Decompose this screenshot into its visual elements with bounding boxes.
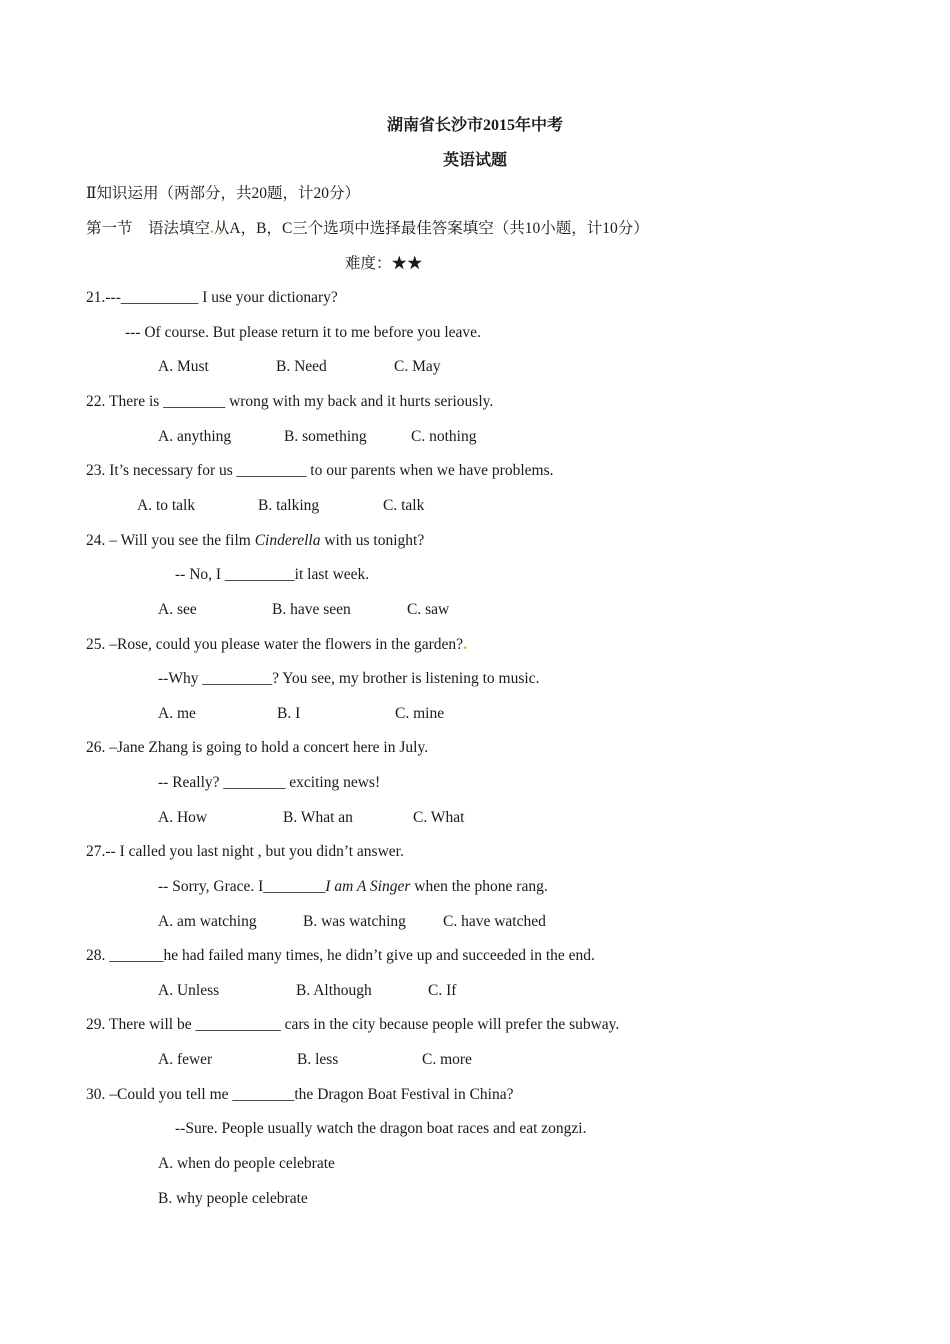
stem-text: 24. – Will you see the film [86,532,255,549]
option-c[interactable]: C. nothing [411,428,477,445]
stem-text: 25. –Rose, could you please water the flowers in the garden? [86,636,464,653]
option-b[interactable]: B. I [277,705,301,722]
question-30-reply: --Sure. People usually watch the dragon boat races and eat zongzi. [175,1120,587,1137]
option-c[interactable]: C. talk [383,497,425,514]
option-b[interactable]: B. less [297,1051,339,1068]
section-title: 语法填空 [148,220,211,237]
option-b[interactable]: B. Need [276,358,327,375]
question-23-stem: 23. It’s necessary for us _________ to our parents when we have problems. [86,462,554,479]
option-c[interactable]: C. more [422,1051,472,1068]
reply-text: -- Sorry, Grace. I________ [158,878,326,895]
option-c[interactable]: C. What [413,809,465,826]
section-heading [86,219,649,239]
page-subtitle: 英语试题 [442,152,507,169]
option-a[interactable]: A. anything [158,428,232,445]
part-heading: Ⅱ知识运用（两部分，共20题，计20分） [86,185,361,202]
option-a[interactable]: A. Must [158,358,209,375]
question-27-stem: 27.-- I called you last night , but you didn’t answer. [86,843,404,860]
show-title: I am A Singer [325,878,411,895]
option-b[interactable]: B. have seen [272,601,351,618]
option-a[interactable]: A. am watching [158,913,257,930]
question-29-stem: 29. There will be ___________ cars in the city because people will prefer the subway. [86,1016,620,1033]
question-30-stem: 30. –Could you tell me ________the Dragon Boat Festival in China? [86,1086,514,1103]
film-title: Cinderella [254,532,321,549]
question-27-reply [158,877,548,897]
option-a[interactable]: A. fewer [158,1051,213,1068]
option-c[interactable]: C. have watched [443,913,546,930]
option-b[interactable]: B. talking [258,497,320,514]
option-a[interactable]: A. me [158,705,196,722]
question-21-stem: 21.---__________ I use your dictionary? [86,289,338,306]
question-25-stem [86,635,467,655]
page-title: 湖南省长沙市2015年中考 [386,117,563,134]
option-b[interactable]: B. was watching [303,913,406,930]
question-28-stem: 28. _______he had failed many times, he didn’t give up and succeeded in the end. [86,947,595,964]
reply-text: when the phone rang. [410,878,548,895]
option-c[interactable]: C. If [428,982,457,999]
option-c[interactable]: C. saw [407,601,450,618]
option-a[interactable]: A. Unless [158,982,220,999]
question-24-reply: -- No, I _________it last week. [175,566,370,583]
option-c[interactable]: C. mine [395,705,445,722]
question-24-stem [86,531,424,551]
section-label: 第一节 [86,220,133,237]
option-b[interactable]: B. Although [296,982,372,999]
option-a[interactable]: A. How [158,809,208,826]
option-a[interactable]: A. see [158,601,197,618]
question-21-reply: --- Of course. But please return it to me before you leave. [125,324,481,341]
option-b[interactable]: B. What an [283,809,353,826]
section-instructions: 从A，B，C三个选项中选择最佳答案填空（共10小题，计10分） [213,220,649,237]
question-26-stem: 26. –Jane Zhang is going to hold a concert here in July. [86,739,429,756]
question-26-reply: -- Really? ________ exciting news! [158,774,381,791]
option-a[interactable]: A. when do people celebrate [158,1155,335,1172]
mark-dot: . [463,636,467,653]
difficulty-rating: 难度：★★ [345,255,423,272]
question-22-stem: 22. There is ________ wrong with my back and it hurts seriously. [86,393,494,410]
stem-text: with us tonight? [320,532,425,549]
option-c[interactable]: C. May [394,358,441,375]
mark-dot: . [210,220,214,237]
question-25-reply: --Why _________? You see, my brother is listening to music. [158,670,540,687]
option-b[interactable]: B. something [284,428,367,445]
option-a[interactable]: A. to talk [137,497,196,514]
option-b[interactable]: B. why people celebrate [158,1190,308,1207]
